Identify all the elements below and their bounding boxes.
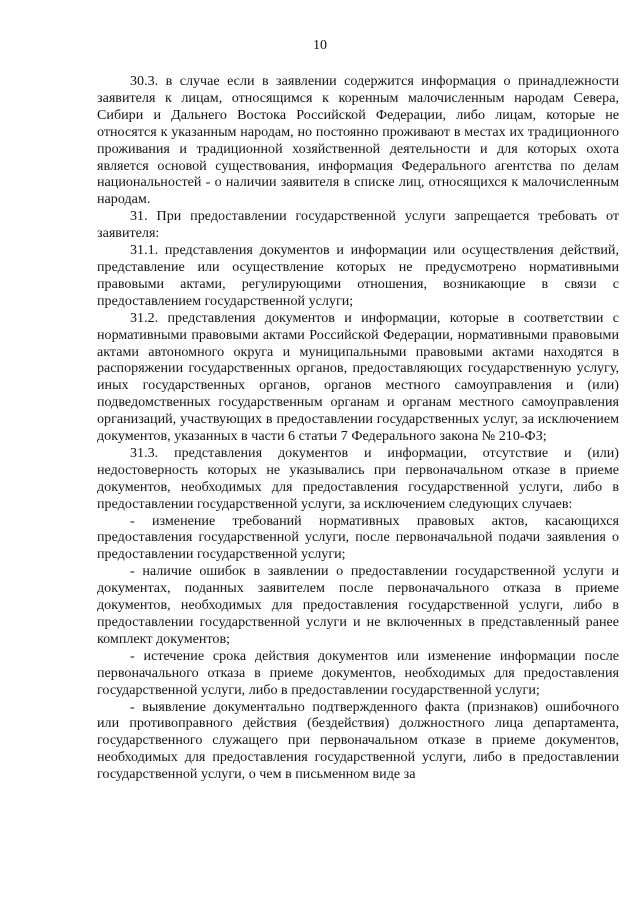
paragraph-31-3: 31.3. представления документов и информации, отсутствие и (или) недостоверность которых не указывались при первоначальном отказе в приеме документов, необходимых для предоставления государственной услуги, либо в предоставлении государственной услуги, за исключением следующих случаев: [97, 444, 619, 512]
list-item-errors-in-application: - наличие ошибок в заявлении о предоставлении государственной услуги и документах, поданных заявителем после первоначального отказа в приеме документов, необходимых для предоставления государственной услуги, либо в предоставлении государственной услуги и не включенных в представленный ранее комплект документов; [97, 563, 619, 647]
list-item-requirements-change: - изменение требований нормативных правовых актов, касающихся предоставления государственной услуги, после первоначальной подачи заявления о предоставлении государственной услуги; [97, 512, 619, 563]
list-item-erroneous-action: - выявление документально подтвержденного факта (признаков) ошибочного или противоправного действия (бездействия) должностного лица департамента, государственного служащего при первоначальном отказе в приеме документов, необходимых для предоставления государственной услуги, либо в предоставлении государственной услуги, о чем в письменном виде за [97, 698, 619, 783]
paragraph-30-3: 30.3. в случае если в заявлении содержится информация о принадлежности заявителя к лицам, относящимся к коренным малочисленным народам Севера, Сибири и Дальнего Востока Российской Федерации, либо лицам, которые не относятся к указанным народам, но постоянно проживают в местах их традиционного проживания и традиционной хозяйственной деятельности и для которых охота является основой существования, информация Федерального агентства по делам национальностей - о наличии заявителя в списке лиц, относящихся к малочисленным народам. [97, 73, 619, 208]
document-body [97, 73, 619, 783]
paragraph-31-2: 31.2. представления документов и информации, которые в соответствии с нормативными правовыми актами Российской Федерации, нормативными правовыми актами автономного округа и муниципальными правовыми актами находятся в распоряжении государственных органов, предоставляющих государственную услугу, иных государственных органов, органов местного самоуправления и (или) подведомственных государственным органам и органам местного самоуправления организаций, участвующих в предоставлении государственных услуг, за исключением документов, указанных в части 6 статьи 7 Федерального закона № 210-ФЗ; [97, 309, 619, 445]
list-item-document-expiry: - истечение срока действия документов или изменение информации после первоначального отказа в приеме документов, необходимых для предоставления государственной услуги, либо в предоставлении государственной услуги; [97, 647, 619, 698]
paragraph-31: 31. При предоставлении государственной услуги запрещается требовать от заявителя: [97, 208, 619, 242]
page-number: 10 [313, 38, 327, 53]
paragraph-31-1: 31.1. представления документов и информации или осуществления действий, представление или осуществление которых не предусмотрено нормативными правовыми актами, регулирующими отношения, возникающие в связи с предоставлением государственной услуги; [97, 242, 619, 309]
